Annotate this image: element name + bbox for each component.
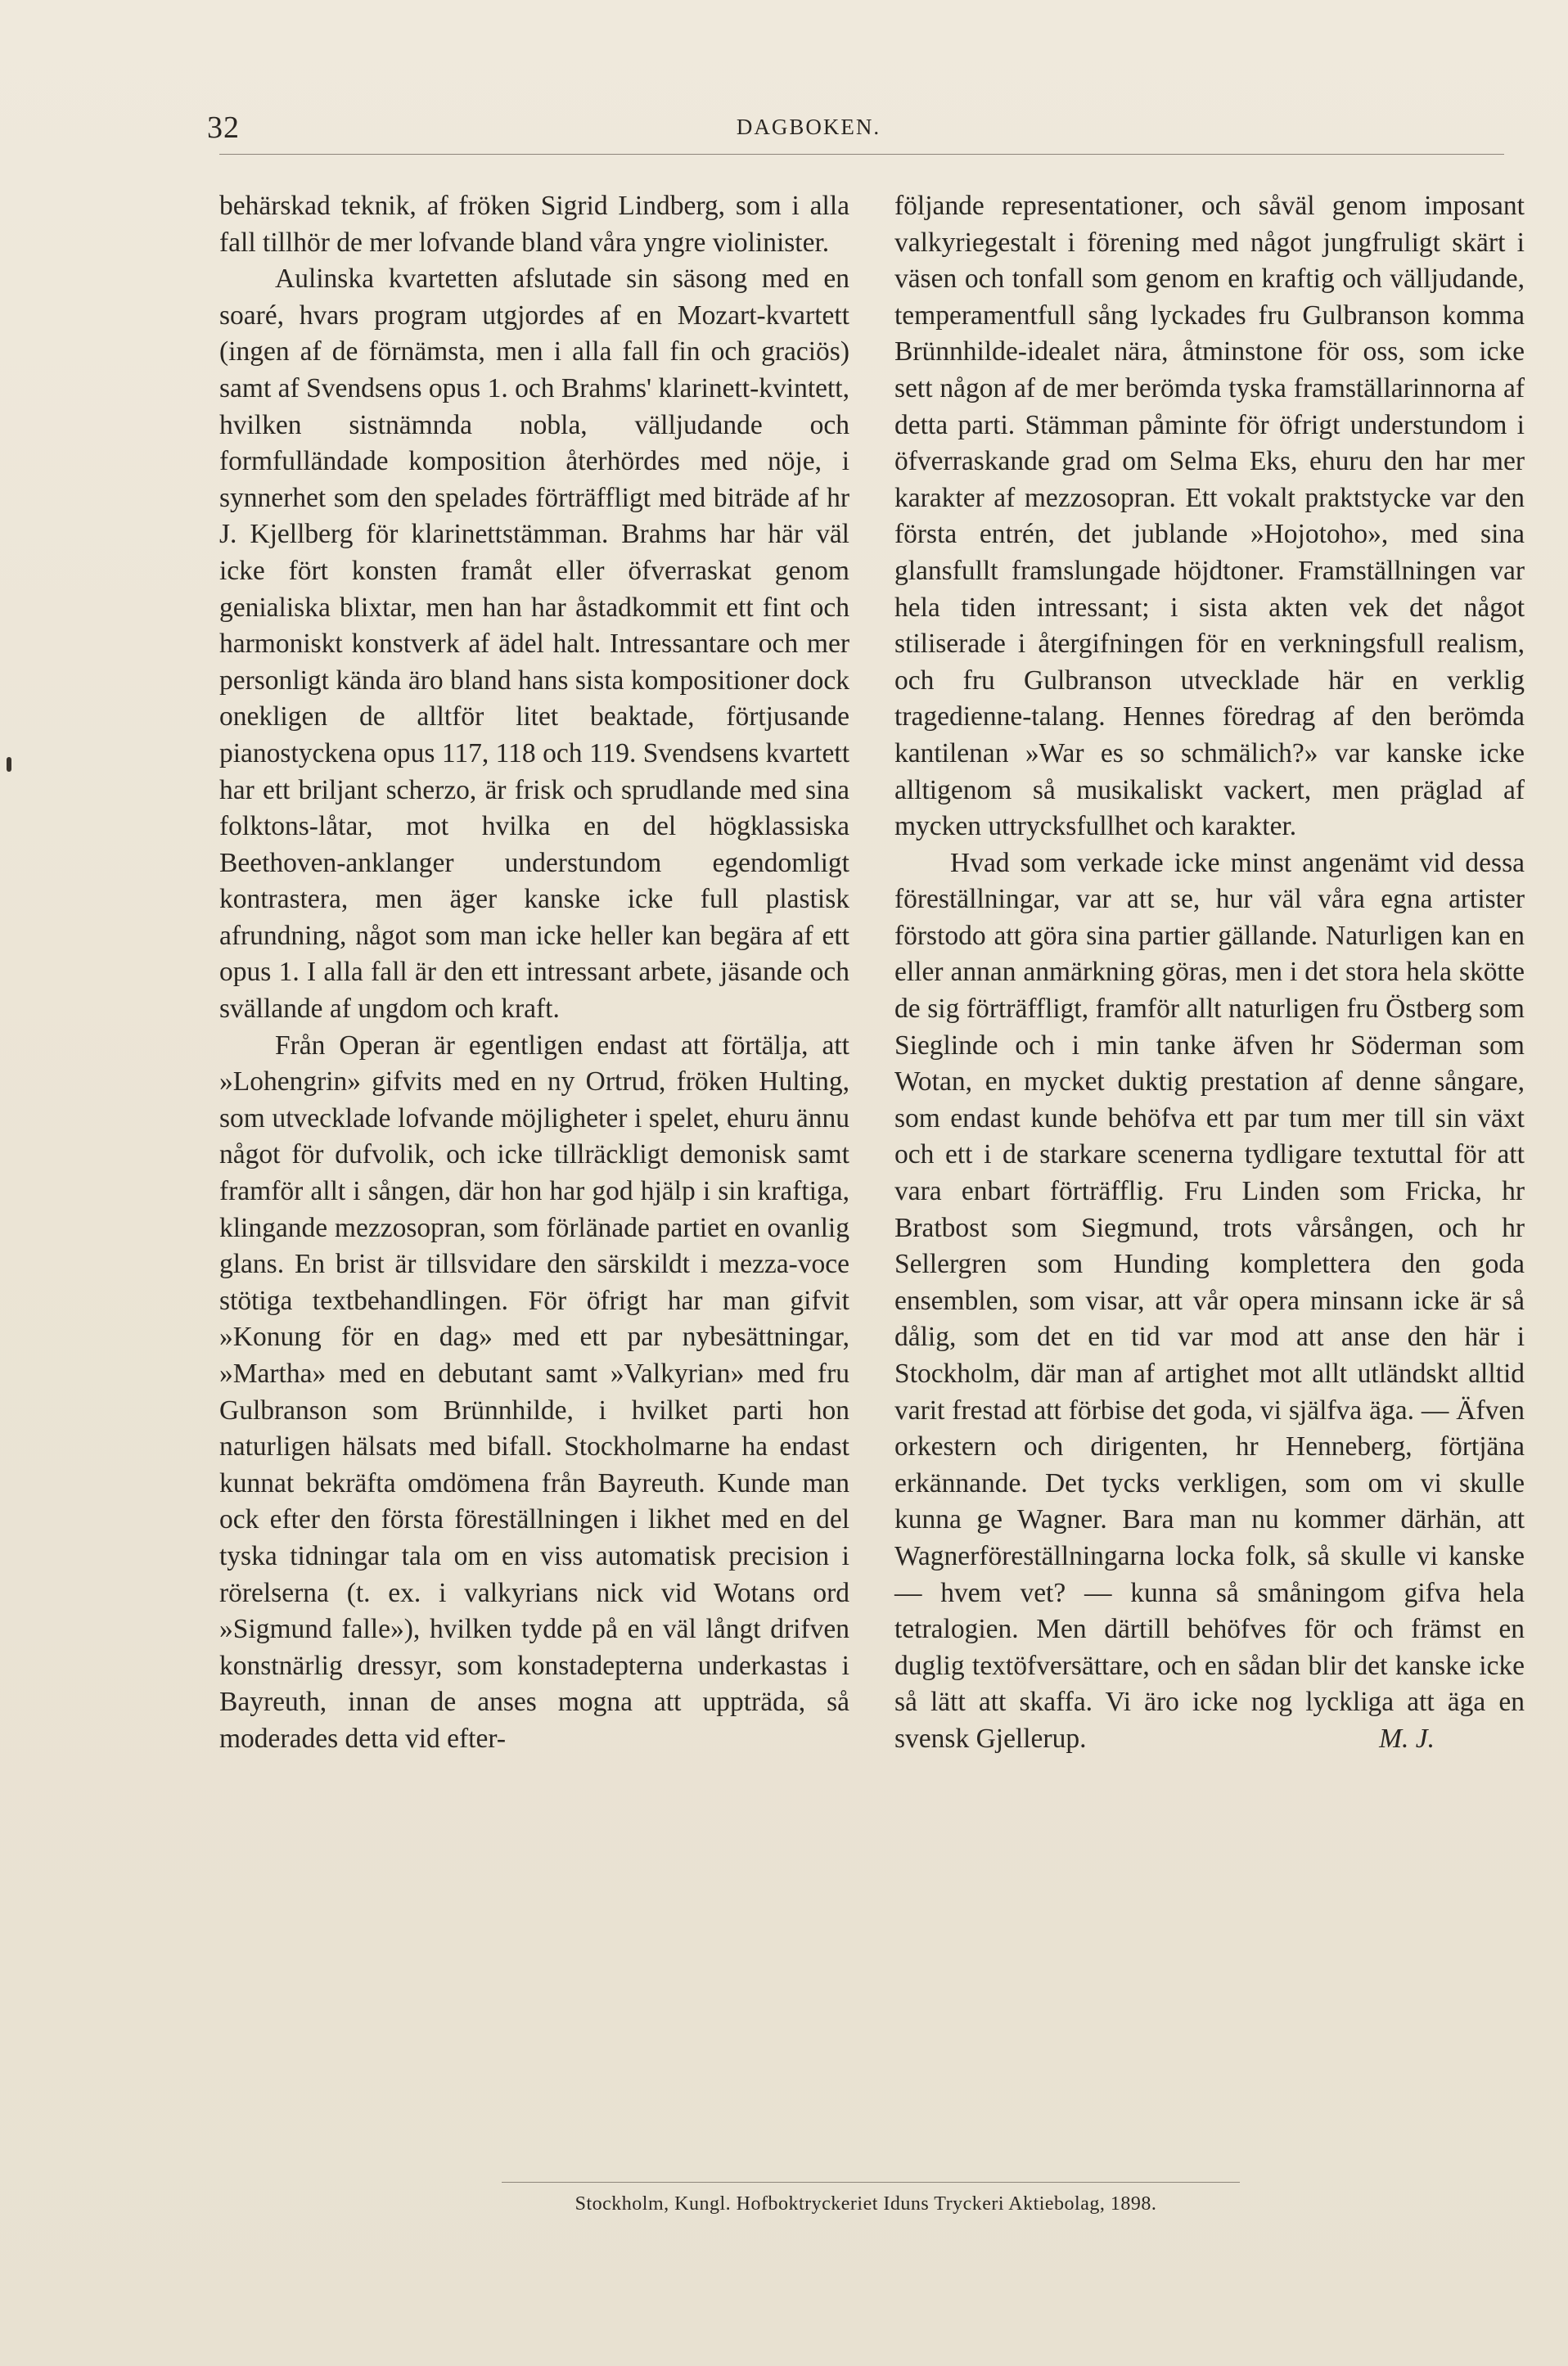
paragraph-text: Hvad som verkade icke minst angenämt vid dessa föreställningar, var att se, hur väl våra egna artister förstodo att göra sina partier gällande. Naturligen kan en eller annan anmärkning göras, men i det stora hela skötte de sig förträffligt, framför allt naturligen fru Östberg som Sieglinde och i min tanke äfven hr Söderman som Wotan, en mycket duktig prestation af denne sångare, som endast kunde behöfva ett par tum mer till sin växt och ett i de starkare scenerna tydligare textuttal för att vara enbart förträfflig. Fru Linden som Fricka, hr Bratbost som Siegmund, trots vårsången, och hr Sellergren som Hunding komplettera den goda ensemblen, som visar, att vår opera minsann icke är så dålig, som det en tid var mod att anse den här i Stockholm, där man af artighet mot allt utländskt alltid varit frestad att förbise det goda, vi själfva äga. — Äfven orkestern och dirigenten, hr Henneberg, förtjäna erkännande. Det tycks verkligen, som om vi skulle kunna ge Wagner. Bara man nu kommer därhän, att Wagnerföreställningarna locka folk, så skulle vi kanske — hvem vet? — kunna så småningom gifva hela tetralogien. Men därtill behöfves för och främst en duglig textöfversättare, och en sådan blir det kanske icke så lätt att skaffa. Vi äro icke nog lyckliga att äga en svensk Gjellerup.	[894, 847, 1525, 1754]
margin-mark	[7, 757, 11, 772]
paragraph-last	[894, 845, 1525, 1758]
paragraph: behärskad teknik, af fröken Sigrid Lindberg, som i alla fall tillhör de mer lofvande bland våra yngre violinister.	[219, 191, 849, 258]
header-rule	[219, 154, 1504, 155]
footer-rule	[502, 2182, 1240, 2183]
left-column	[219, 188, 849, 1758]
printer-imprint: Stockholm, Kungl. Hofboktryckeriet Iduns Tryckeri Aktiebolag, 1898.	[574, 2193, 1157, 2215]
right-column	[894, 188, 1525, 1758]
paragraph: Aulinska kvartetten afslutade sin säsong med en soaré, hvars program utgjordes af en Mozart-kvartett (ingen af de förnämsta, men i alla fall fin och graciös) samt af Svendsens opus 1. och Brahms' klarinett-kvintett, hvilken sistnämnda nobla, välljudande och formfulländade komposition återhördes med nöje, i synnerhet som den spelades förträffligt med biträde af hr J. Kjellberg för klarinettstämman. Brahms har här väl icke fört konsten framåt eller öfverraskat genom genialiska blixtar, men han har åstadkommit ett fint och harmoniskt konstverk af ädel halt. Intressantare och mer personligt kända äro bland hans sista kompositioner dock onekligen de alltför litet beaktade, förtjusande pianostyckena opus 117, 118 och 119. Svendsens kvartett har ett briljant scherzo, är frisk och sprudlande med sina folktons-låtar, mot hvilka en del högklassiska Beethoven-anklanger understundom egendomligt kontrastera, men äger kanske icke full plastisk afrundning, något som man icke heller kan begära af ett opus 1. I alla fall är den ett intressant arbete, jäsande och svällande af ungdom och kraft.	[219, 264, 849, 1025]
paragraph: Från Operan är egentligen endast att förtälja, att »Lohengrin» gifvits med en ny Ortrud, fröken Hulting, som utvecklade lofvande möjligheter i spelet, ehuru ännu något för dufvolik, och icke tillräckligt demonisk samt framför allt i sången, där hon har god hjälp i sin kraftiga, klingande mezzosopran, som förlänade partiet en ovanlig glans. En brist är tillsvidare den särskildt i mezza-voce stötiga textbehandlingen. För öfrigt har man gifvit »Konung för en dag» med ett par nybesättningar, »Martha» med en debutant samt »Valkyrian» med fru Gulbranson som Brünnhilde, i hvilket parti hon naturligen hälsats med bifall. Stockholmarne ha endast kunnat bekräfta omdömena från Bayreuth. Kunde man ock efter den första föreställningen i likhet med en del tyska tidningar tala om en viss automatisk precision i rörelserna (t. ex. i valkyrians nick vid Wotans ord »Sigmund falle»), hvilken tydde på en väl långt drifven konstnärlig dressyr, som konstadepterna underkastas i Bayreuth, innan de anses mogna att uppträda, så moderades detta vid efter-	[219, 1030, 849, 1754]
running-head: DAGBOKEN.	[736, 115, 881, 139]
page-number: 32	[207, 110, 240, 145]
paragraph: följande representationer, och såväl genom imposant valkyriegestalt i förening med något jungfruligt skärt i väsen och tonfall som genom en kraftig och välljudande, temperamentfull sång lyckades fru Gulbranson komma Brünnhilde-idealet nära, åtminstone för oss, som icke sett någon af de mer berömda tyska framställarinnorna af detta parti. Stämman påminte för öfrigt understundom i öfverraskande grad om Selma Eks, ehuru den har mer karakter af mezzosopran. Ett vokalt praktstycke var den första entrén, det jublande »Hojotoho», med sina glansfullt framslungade höjdtoner. Framställningen var hela tiden intressant; i sista akten vek det något stiliserade i återgifningen för en verkningsfull realism, och fru Gulbranson utvecklade här en verklig tragedienne-talang. Hennes föredrag af den berömda kantilenan »War es so schmälich?» var kanske icke alltigenom så musikaliskt vackert, men präglad af mycken uttrycksfullhet och karakter.	[894, 191, 1525, 842]
author-signature: M. J.	[1379, 1723, 1435, 1754]
